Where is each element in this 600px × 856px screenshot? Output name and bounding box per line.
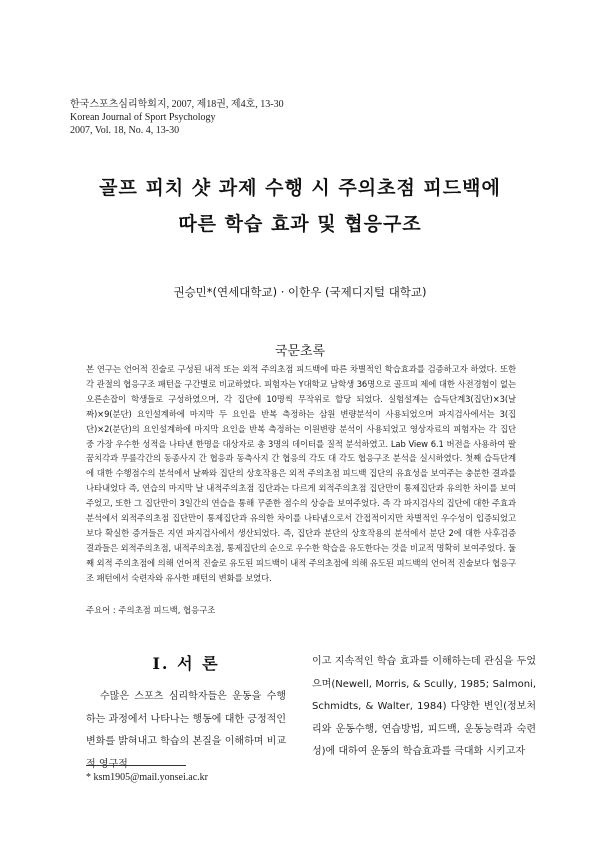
journal-header-english: Korean Journal of Sport Psychology [70,112,216,123]
journal-header-volume: 2007, Vol. 18, No. 4, 13-30 [70,125,180,136]
abstract-paragraph: 본 연구는 언어적 진술로 구성된 내적 또는 외적 주의초점 피드백에 따른 차별적인 학습효과를 검증하고자 하였다. 또한 각 관절의 협응구조 패턴을 구간별로 비교하였다. 피험자는 Y대학교 남학생 36명으로 골프피 제에 대한 사전경험이 없는 오른손잡이 학생들로 구성하였으며, 각 집단에 10명씩 무작위로 할당 되었다. 실험설계는 습득단계3(집단)×3(날짜)×9(분단) 요인설계하에 마지막 두 요인을 반복 측정하는 삼원 변량분석이 사용되었으며 파지검사에서는 3(집단)×2(분단)의 요인설계하에 마지막 요인을 반복 측정하는 이원변량 분석이 사용되었고 영상자료의 피험자는 각 집단 중 가장 우수한 성적을 나타낸 한명을 대상자로 총 3명의 데이터를 질적 분석하였고. Lab View 6.1 버전을 사용하여 팔꿈치각과 무릎각간의 동종사지 간 협응과 동측사지 간 협응의 각도 대 각도 협응구조 분석을 실시하였다. 첫째 습득단계에 대한 수행점수의 분석에서 날짜와 집단의 상호작용은 외적 주의초점 피드백 집단의 유효성을 보여주는 충분한 결과를 나타내었다 즉, 연습의 마지막 날 내적주의초점 집단과는 다르게 외적주의초점 집단만이 통제집단과 유의한 차이를 보여주었고, 또한 그 집단만이 3일간의 연습을 통해 꾸준한 점수의 상승을 보여주었다. 즉 각 파지검사의 집단에 대한 주효과 분석에서 외적주의초점 집단만이 통제집단과 유의한 차이를 나타냄으로서 간접적이지만 차별적인 우수성이 입증되었고 보다 확실한 증거들은 지연 파지검사에서 생산되었다. 즉, 집단과 분단의 상호작용의 분석에서 분단 2에 대한 사후검증 결과들은 외적주의초점, 내적주의초점, 통제집단의 순으로 우수한 학습을 유도한다는 것을 비교적 명확히 보여주었다. 둘째 외적 주의초점에 의해 언어적 진술로 유도된 피드백이 내적 주의초점에 의해 유도된 피드백의 언어적 진술보다 협응구조 패턴에서 숙련자와 유사한 패턴의 변화를 보였다. [86,364,516,583]
abstract-body [86,362,516,586]
paper-title-line1: 골프 피치 샷 과제 수행 시 주의초점 피드백에 [99,177,501,199]
keywords: 주요어 : 주의초점 피드백, 협응구조 [86,605,216,615]
paper-title [40,170,560,242]
paper-title-line2: 따른 학습 효과 및 협응구조 [178,213,422,235]
journal-header [70,98,390,137]
abstract-heading: 국문초록 [274,344,326,359]
journal-header-korean: 한국스포츠심리학회지, 2007, 제18권, 제4호, 13-30 [70,99,284,110]
right-column [312,651,536,764]
footnote-email: * ksm1905@mail.yonsei.ac.kr [86,772,208,783]
intro-paragraph-right: 이고 지속적인 학습 효과를 이해하는데 관심을 두었으며(Newell, Morris, & Scully, 1985; Salmoni, Schmidts, & Walter, 1984) 다양한 변인(정보처리와 운동수행, 연습방법, 피드백, 운동능력과 숙련성)에 대하여 운동의 학습효과를 극대화 시키고자 [312,656,536,757]
intro-paragraph-left: 수많은 스포츠 심리학자들은 운동을 수행하는 과정에서 나타나는 행동에 대한 긍정적인 변화를 밝혀내고 학습의 본질을 이해하며 비교적 영구적 [86,691,286,770]
section-heading-introduction: I. 서 론 [152,654,220,673]
footnote-divider [86,765,186,766]
author-line: 권승민*(연세대학교) · 이한우 (국제디지털 대학교) [173,285,427,299]
left-column [86,652,286,776]
